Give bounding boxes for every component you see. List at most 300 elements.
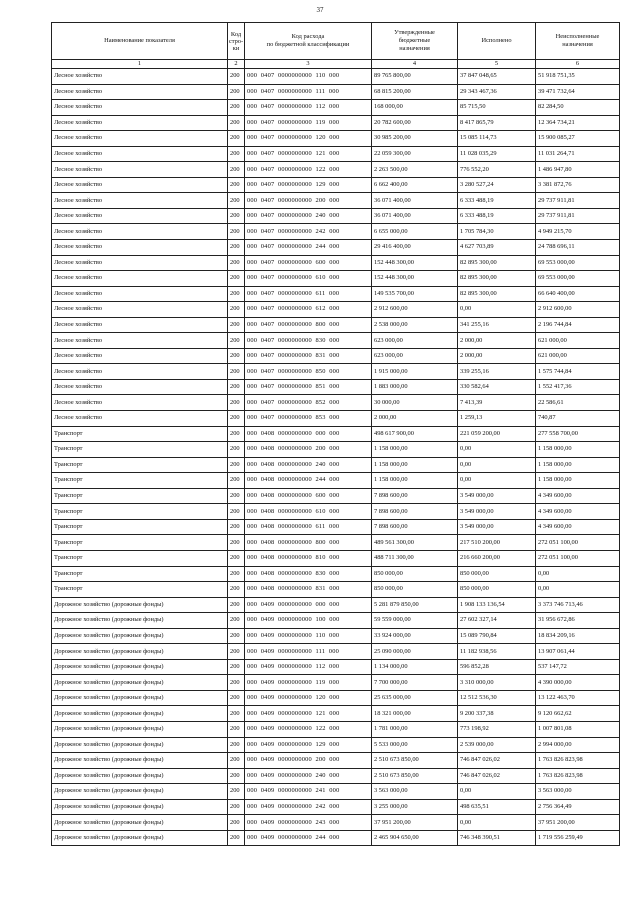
header-unexecuted: Неисполненные назначения <box>536 23 620 60</box>
row-code-cell: 200 <box>228 799 245 815</box>
row-name-cell: Дорожное хозяйство (дорожные фонды) <box>52 675 228 691</box>
row-name-cell: Дорожное хозяйство (дорожные фонды) <box>52 815 228 831</box>
table-row <box>52 442 620 458</box>
row-name-cell: Дорожное хозяйство (дорожные фонды) <box>52 737 228 753</box>
approved-cell: 59 559 000,00 <box>372 613 458 629</box>
table-row <box>52 286 620 302</box>
table-row <box>52 162 620 178</box>
budget-code-cell: 000 0407 0000000000 853 000 <box>245 411 372 427</box>
budget-code-cell: 000 0408 0000000000 610 000 <box>245 504 372 520</box>
row-name-cell: Дорожное хозяйство (дорожные фонды) <box>52 830 228 846</box>
budget-code-cell: 000 0409 0000000000 129 000 <box>245 737 372 753</box>
row-code-cell: 200 <box>228 457 245 473</box>
budget-code-cell: 000 0408 0000000000 810 000 <box>245 550 372 566</box>
column-number: 3 <box>245 60 372 69</box>
row-name-cell: Лесное хозяйство <box>52 348 228 364</box>
unexecuted-cell: 1 158 000,00 <box>536 457 620 473</box>
row-code-cell: 200 <box>228 208 245 224</box>
approved-cell: 33 924 000,00 <box>372 628 458 644</box>
table-row <box>52 721 620 737</box>
budget-code-cell: 000 0409 0000000000 100 000 <box>245 613 372 629</box>
row-name-cell: Лесное хозяйство <box>52 364 228 380</box>
budget-code-cell: 000 0407 0000000000 129 000 <box>245 177 372 193</box>
header-approved: Утвержденные бюджетные назначения <box>372 23 458 60</box>
table-header-row <box>52 23 620 60</box>
executed-cell: 0,00 <box>458 473 536 489</box>
unexecuted-cell: 31 956 672,86 <box>536 613 620 629</box>
executed-cell: 773 198,92 <box>458 721 536 737</box>
table-row <box>52 519 620 535</box>
executed-cell: 339 255,16 <box>458 364 536 380</box>
table-row <box>52 582 620 598</box>
row-name-cell: Транспорт <box>52 442 228 458</box>
table-row <box>52 411 620 427</box>
row-name-cell: Лесное хозяйство <box>52 271 228 287</box>
unexecuted-cell: 1 763 826 823,98 <box>536 768 620 784</box>
approved-cell: 2 510 673 850,00 <box>372 768 458 784</box>
approved-cell: 850 000,00 <box>372 566 458 582</box>
executed-cell: 8 417 865,79 <box>458 115 536 131</box>
row-name-cell: Дорожное хозяйство (дорожные фонды) <box>52 597 228 613</box>
table-row <box>52 379 620 395</box>
budget-code-cell: 000 0407 0000000000 110 000 <box>245 69 372 85</box>
table-row <box>52 348 620 364</box>
unexecuted-cell: 18 834 209,16 <box>536 628 620 644</box>
unexecuted-cell: 621 000,00 <box>536 348 620 364</box>
executed-cell: 82 895 300,00 <box>458 255 536 271</box>
executed-cell: 0,00 <box>458 457 536 473</box>
unexecuted-cell: 621 000,00 <box>536 333 620 349</box>
executed-cell: 6 333 488,19 <box>458 193 536 209</box>
budget-code-cell: 000 0409 0000000000 244 000 <box>245 830 372 846</box>
row-code-cell: 200 <box>228 442 245 458</box>
unexecuted-cell: 1 575 744,84 <box>536 364 620 380</box>
unexecuted-cell: 1 158 000,00 <box>536 442 620 458</box>
unexecuted-cell: 537 147,72 <box>536 659 620 675</box>
row-name-cell: Дорожное хозяйство (дорожные фонды) <box>52 613 228 629</box>
row-name-cell: Лесное хозяйство <box>52 208 228 224</box>
table-row <box>52 597 620 613</box>
unexecuted-cell: 15 900 085,27 <box>536 131 620 147</box>
table-row <box>52 830 620 846</box>
approved-cell: 30 000,00 <box>372 395 458 411</box>
table-row <box>52 302 620 318</box>
row-code-cell: 200 <box>228 768 245 784</box>
budget-code-cell: 000 0409 0000000000 110 000 <box>245 628 372 644</box>
budget-code-cell: 000 0409 0000000000 111 000 <box>245 644 372 660</box>
header-row-code: Код стро- ки <box>228 23 245 60</box>
executed-cell: 3 310 000,00 <box>458 675 536 691</box>
budget-code-cell: 000 0407 0000000000 851 000 <box>245 379 372 395</box>
unexecuted-cell: 29 737 911,81 <box>536 193 620 209</box>
row-code-cell: 200 <box>228 131 245 147</box>
row-code-cell: 200 <box>228 286 245 302</box>
table-body <box>52 69 620 846</box>
unexecuted-cell: 37 951 200,00 <box>536 815 620 831</box>
unexecuted-cell: 24 788 696,11 <box>536 240 620 256</box>
executed-cell: 11 182 938,56 <box>458 644 536 660</box>
header-budget-code: Код расхода по бюджетной классификации <box>245 23 372 60</box>
budget-code-cell: 000 0408 0000000000 240 000 <box>245 457 372 473</box>
unexecuted-cell: 3 381 872,76 <box>536 177 620 193</box>
row-name-cell: Транспорт <box>52 473 228 489</box>
row-code-cell: 200 <box>228 255 245 271</box>
unexecuted-cell: 4 349 600,00 <box>536 504 620 520</box>
unexecuted-cell: 51 918 751,35 <box>536 69 620 85</box>
row-code-cell: 200 <box>228 659 245 675</box>
unexecuted-cell: 13 907 061,44 <box>536 644 620 660</box>
unexecuted-cell: 11 031 264,71 <box>536 146 620 162</box>
row-name-cell: Дорожное хозяйство (дорожные фонды) <box>52 784 228 800</box>
budget-code-cell: 000 0409 0000000000 242 000 <box>245 799 372 815</box>
table-row <box>52 271 620 287</box>
budget-code-cell: 000 0409 0000000000 120 000 <box>245 690 372 706</box>
table-row <box>52 131 620 147</box>
table-row <box>52 675 620 691</box>
approved-cell: 36 071 400,00 <box>372 193 458 209</box>
row-code-cell: 200 <box>228 519 245 535</box>
row-name-cell: Дорожное хозяйство (дорожные фонды) <box>52 690 228 706</box>
row-name-cell: Транспорт <box>52 582 228 598</box>
executed-cell: 85 715,50 <box>458 100 536 116</box>
unexecuted-cell: 4 349 600,00 <box>536 488 620 504</box>
approved-cell: 152 448 300,00 <box>372 271 458 287</box>
table-row <box>52 628 620 644</box>
row-code-cell: 200 <box>228 84 245 100</box>
budget-code-cell: 000 0409 0000000000 112 000 <box>245 659 372 675</box>
row-code-cell: 200 <box>228 271 245 287</box>
table-row <box>52 240 620 256</box>
executed-cell: 1 908 133 136,54 <box>458 597 536 613</box>
budget-code-cell: 000 0407 0000000000 831 000 <box>245 348 372 364</box>
approved-cell: 3 563 000,00 <box>372 784 458 800</box>
row-code-cell: 200 <box>228 753 245 769</box>
row-name-cell: Лесное хозяйство <box>52 84 228 100</box>
table-row <box>52 84 620 100</box>
table-row <box>52 644 620 660</box>
row-name-cell: Транспорт <box>52 426 228 442</box>
row-name-cell: Лесное хозяйство <box>52 302 228 318</box>
approved-cell: 2 538 000,00 <box>372 317 458 333</box>
table-row <box>52 317 620 333</box>
budget-code-cell: 000 0408 0000000000 244 000 <box>245 473 372 489</box>
unexecuted-cell: 2 912 600,00 <box>536 302 620 318</box>
row-code-cell: 200 <box>228 348 245 364</box>
unexecuted-cell: 272 051 100,00 <box>536 550 620 566</box>
unexecuted-cell: 3 373 746 713,46 <box>536 597 620 613</box>
executed-cell: 2 000,00 <box>458 333 536 349</box>
budget-code-cell: 000 0409 0000000000 000 000 <box>245 597 372 613</box>
row-code-cell: 200 <box>228 100 245 116</box>
table-row <box>52 535 620 551</box>
budget-code-cell: 000 0409 0000000000 119 000 <box>245 675 372 691</box>
unexecuted-cell: 1 486 947,80 <box>536 162 620 178</box>
executed-cell: 1 259,13 <box>458 411 536 427</box>
approved-cell: 2 510 673 850,00 <box>372 753 458 769</box>
executed-cell: 216 660 200,00 <box>458 550 536 566</box>
row-name-cell: Дорожное хозяйство (дорожные фонды) <box>52 768 228 784</box>
budget-code-cell: 000 0407 0000000000 610 000 <box>245 271 372 287</box>
budget-code-cell: 000 0408 0000000000 831 000 <box>245 582 372 598</box>
row-code-cell: 200 <box>228 504 245 520</box>
row-code-cell: 200 <box>228 706 245 722</box>
row-name-cell: Дорожное хозяйство (дорожные фонды) <box>52 628 228 644</box>
row-code-cell: 200 <box>228 675 245 691</box>
unexecuted-cell: 4 949 215,70 <box>536 224 620 240</box>
approved-cell: 6 662 400,00 <box>372 177 458 193</box>
page-number: 37 <box>316 6 324 14</box>
row-code-cell: 200 <box>228 146 245 162</box>
row-name-cell: Лесное хозяйство <box>52 333 228 349</box>
budget-code-cell: 000 0407 0000000000 122 000 <box>245 162 372 178</box>
table-row <box>52 550 620 566</box>
approved-cell: 7 898 600,00 <box>372 504 458 520</box>
table-row <box>52 457 620 473</box>
table-row <box>52 659 620 675</box>
row-name-cell: Дорожное хозяйство (дорожные фонды) <box>52 753 228 769</box>
row-code-cell: 200 <box>228 488 245 504</box>
table-row <box>52 177 620 193</box>
row-name-cell: Транспорт <box>52 488 228 504</box>
budget-code-cell: 000 0407 0000000000 800 000 <box>245 317 372 333</box>
budget-code-cell: 000 0409 0000000000 121 000 <box>245 706 372 722</box>
row-code-cell: 200 <box>228 162 245 178</box>
header-executed: Исполнено <box>458 23 536 60</box>
budget-code-cell: 000 0408 0000000000 200 000 <box>245 442 372 458</box>
row-code-cell: 200 <box>228 193 245 209</box>
table-row <box>52 364 620 380</box>
executed-cell: 29 343 467,36 <box>458 84 536 100</box>
row-name-cell: Лесное хозяйство <box>52 224 228 240</box>
executed-cell: 776 552,20 <box>458 162 536 178</box>
table-row <box>52 395 620 411</box>
approved-cell: 7 898 600,00 <box>372 488 458 504</box>
row-code-cell: 200 <box>228 815 245 831</box>
table-row <box>52 255 620 271</box>
executed-cell: 746 348 390,51 <box>458 830 536 846</box>
approved-cell: 6 655 000,00 <box>372 224 458 240</box>
table-row <box>52 146 620 162</box>
approved-cell: 850 000,00 <box>372 582 458 598</box>
unexecuted-cell: 12 364 734,21 <box>536 115 620 131</box>
executed-cell: 341 255,16 <box>458 317 536 333</box>
approved-cell: 149 535 700,00 <box>372 286 458 302</box>
approved-cell: 20 782 600,00 <box>372 115 458 131</box>
row-name-cell: Лесное хозяйство <box>52 240 228 256</box>
table-row <box>52 208 620 224</box>
row-code-cell: 200 <box>228 597 245 613</box>
column-number: 2 <box>228 60 245 69</box>
executed-cell: 6 333 488,19 <box>458 208 536 224</box>
executed-cell: 3 549 000,00 <box>458 519 536 535</box>
executed-cell: 15 085 114,73 <box>458 131 536 147</box>
approved-cell: 623 000,00 <box>372 348 458 364</box>
row-code-cell: 200 <box>228 395 245 411</box>
budget-code-cell: 000 0408 0000000000 611 000 <box>245 519 372 535</box>
unexecuted-cell: 3 563 000,00 <box>536 784 620 800</box>
unexecuted-cell: 4 349 600,00 <box>536 519 620 535</box>
executed-cell: 27 602 327,14 <box>458 613 536 629</box>
approved-cell: 89 765 800,00 <box>372 69 458 85</box>
executed-cell: 217 510 200,00 <box>458 535 536 551</box>
unexecuted-cell: 0,00 <box>536 566 620 582</box>
approved-cell: 2 263 500,00 <box>372 162 458 178</box>
row-name-cell: Дорожное хозяйство (дорожные фонды) <box>52 721 228 737</box>
table-row <box>52 473 620 489</box>
approved-cell: 36 071 400,00 <box>372 208 458 224</box>
executed-cell: 596 852,28 <box>458 659 536 675</box>
budget-code-cell: 000 0407 0000000000 600 000 <box>245 255 372 271</box>
approved-cell: 29 416 400,00 <box>372 240 458 256</box>
row-name-cell: Лесное хозяйство <box>52 115 228 131</box>
unexecuted-cell: 2 196 744,84 <box>536 317 620 333</box>
row-code-cell: 200 <box>228 317 245 333</box>
unexecuted-cell: 9 120 662,62 <box>536 706 620 722</box>
table-row <box>52 504 620 520</box>
budget-execution-table <box>51 22 620 846</box>
approved-cell: 68 815 200,00 <box>372 84 458 100</box>
approved-cell: 30 985 200,00 <box>372 131 458 147</box>
row-code-cell: 200 <box>228 550 245 566</box>
approved-cell: 7 898 600,00 <box>372 519 458 535</box>
row-name-cell: Лесное хозяйство <box>52 162 228 178</box>
row-name-cell: Лесное хозяйство <box>52 100 228 116</box>
unexecuted-cell: 1 552 417,36 <box>536 379 620 395</box>
executed-cell: 4 627 703,89 <box>458 240 536 256</box>
row-name-cell: Транспорт <box>52 457 228 473</box>
table-row <box>52 613 620 629</box>
approved-cell: 1 883 000,00 <box>372 379 458 395</box>
budget-code-cell: 000 0409 0000000000 240 000 <box>245 768 372 784</box>
approved-cell: 2 465 904 650,00 <box>372 830 458 846</box>
executed-cell: 37 847 048,65 <box>458 69 536 85</box>
column-number: 5 <box>458 60 536 69</box>
row-code-cell: 200 <box>228 613 245 629</box>
budget-code-cell: 000 0407 0000000000 612 000 <box>245 302 372 318</box>
row-name-cell: Дорожное хозяйство (дорожные фонды) <box>52 706 228 722</box>
approved-cell: 1 158 000,00 <box>372 442 458 458</box>
executed-cell: 850 000,00 <box>458 582 536 598</box>
approved-cell: 489 561 300,00 <box>372 535 458 551</box>
executed-cell: 3 549 000,00 <box>458 488 536 504</box>
row-code-cell: 200 <box>228 240 245 256</box>
row-code-cell: 200 <box>228 644 245 660</box>
budget-code-cell: 000 0409 0000000000 122 000 <box>245 721 372 737</box>
executed-cell: 82 895 300,00 <box>458 286 536 302</box>
budget-code-cell: 000 0407 0000000000 240 000 <box>245 208 372 224</box>
budget-code-cell: 000 0407 0000000000 244 000 <box>245 240 372 256</box>
row-code-cell: 200 <box>228 333 245 349</box>
executed-cell: 15 089 790,84 <box>458 628 536 644</box>
executed-cell: 3 549 000,00 <box>458 504 536 520</box>
row-code-cell: 200 <box>228 411 245 427</box>
row-name-cell: Транспорт <box>52 504 228 520</box>
executed-cell: 12 512 536,30 <box>458 690 536 706</box>
executed-cell: 11 028 035,29 <box>458 146 536 162</box>
approved-cell: 37 951 200,00 <box>372 815 458 831</box>
budget-code-cell: 000 0408 0000000000 600 000 <box>245 488 372 504</box>
row-name-cell: Лесное хозяйство <box>52 255 228 271</box>
approved-cell: 2 000,00 <box>372 411 458 427</box>
unexecuted-cell: 0,00 <box>536 582 620 598</box>
budget-code-cell: 000 0407 0000000000 611 000 <box>245 286 372 302</box>
budget-code-cell: 000 0408 0000000000 000 000 <box>245 426 372 442</box>
row-code-cell: 200 <box>228 302 245 318</box>
executed-cell: 3 280 527,24 <box>458 177 536 193</box>
approved-cell: 623 000,00 <box>372 333 458 349</box>
row-code-cell: 200 <box>228 224 245 240</box>
unexecuted-cell: 1 158 000,00 <box>536 473 620 489</box>
executed-cell: 498 635,51 <box>458 799 536 815</box>
table-row <box>52 333 620 349</box>
row-code-cell: 200 <box>228 582 245 598</box>
table-row <box>52 566 620 582</box>
row-name-cell: Лесное хозяйство <box>52 379 228 395</box>
table-row <box>52 115 620 131</box>
row-name-cell: Лесное хозяйство <box>52 286 228 302</box>
budget-code-cell: 000 0407 0000000000 119 000 <box>245 115 372 131</box>
budget-code-cell: 000 0407 0000000000 111 000 <box>245 84 372 100</box>
approved-cell: 1 134 000,00 <box>372 659 458 675</box>
approved-cell: 168 000,00 <box>372 100 458 116</box>
column-number: 6 <box>536 60 620 69</box>
row-code-cell: 200 <box>228 473 245 489</box>
table-row <box>52 488 620 504</box>
row-code-cell: 200 <box>228 364 245 380</box>
budget-code-cell: 000 0407 0000000000 242 000 <box>245 224 372 240</box>
unexecuted-cell: 4 390 000,00 <box>536 675 620 691</box>
executed-cell: 221 059 200,00 <box>458 426 536 442</box>
budget-code-cell: 000 0407 0000000000 200 000 <box>245 193 372 209</box>
unexecuted-cell: 272 051 100,00 <box>536 535 620 551</box>
row-name-cell: Лесное хозяйство <box>52 131 228 147</box>
executed-cell: 2 000,00 <box>458 348 536 364</box>
approved-cell: 152 448 300,00 <box>372 255 458 271</box>
approved-cell: 25 090 000,00 <box>372 644 458 660</box>
budget-code-cell: 000 0407 0000000000 830 000 <box>245 333 372 349</box>
unexecuted-cell: 13 122 463,70 <box>536 690 620 706</box>
row-name-cell: Лесное хозяйство <box>52 411 228 427</box>
table-row <box>52 193 620 209</box>
budget-code-cell: 000 0409 0000000000 200 000 <box>245 753 372 769</box>
executed-cell: 0,00 <box>458 784 536 800</box>
approved-cell: 1 158 000,00 <box>372 457 458 473</box>
row-code-cell: 200 <box>228 426 245 442</box>
table-row <box>52 426 620 442</box>
unexecuted-cell: 1 763 826 823,98 <box>536 753 620 769</box>
approved-cell: 2 912 600,00 <box>372 302 458 318</box>
unexecuted-cell: 39 471 732,64 <box>536 84 620 100</box>
unexecuted-cell: 2 994 000,00 <box>536 737 620 753</box>
unexecuted-cell: 29 737 911,81 <box>536 208 620 224</box>
table-row <box>52 224 620 240</box>
approved-cell: 1 781 000,00 <box>372 721 458 737</box>
row-name-cell: Транспорт <box>52 566 228 582</box>
executed-cell: 330 582,64 <box>458 379 536 395</box>
row-name-cell: Лесное хозяйство <box>52 395 228 411</box>
budget-code-cell: 000 0407 0000000000 850 000 <box>245 364 372 380</box>
budget-code-cell: 000 0407 0000000000 112 000 <box>245 100 372 116</box>
row-name-cell: Дорожное хозяйство (дорожные фонды) <box>52 644 228 660</box>
executed-cell: 746 847 026,02 <box>458 768 536 784</box>
row-name-cell: Лесное хозяйство <box>52 146 228 162</box>
approved-cell: 1 158 000,00 <box>372 473 458 489</box>
budget-code-cell: 000 0408 0000000000 800 000 <box>245 535 372 551</box>
unexecuted-cell: 22 586,61 <box>536 395 620 411</box>
header-name: Наименование показателя <box>52 23 228 60</box>
row-code-cell: 200 <box>228 379 245 395</box>
executed-cell: 7 413,39 <box>458 395 536 411</box>
